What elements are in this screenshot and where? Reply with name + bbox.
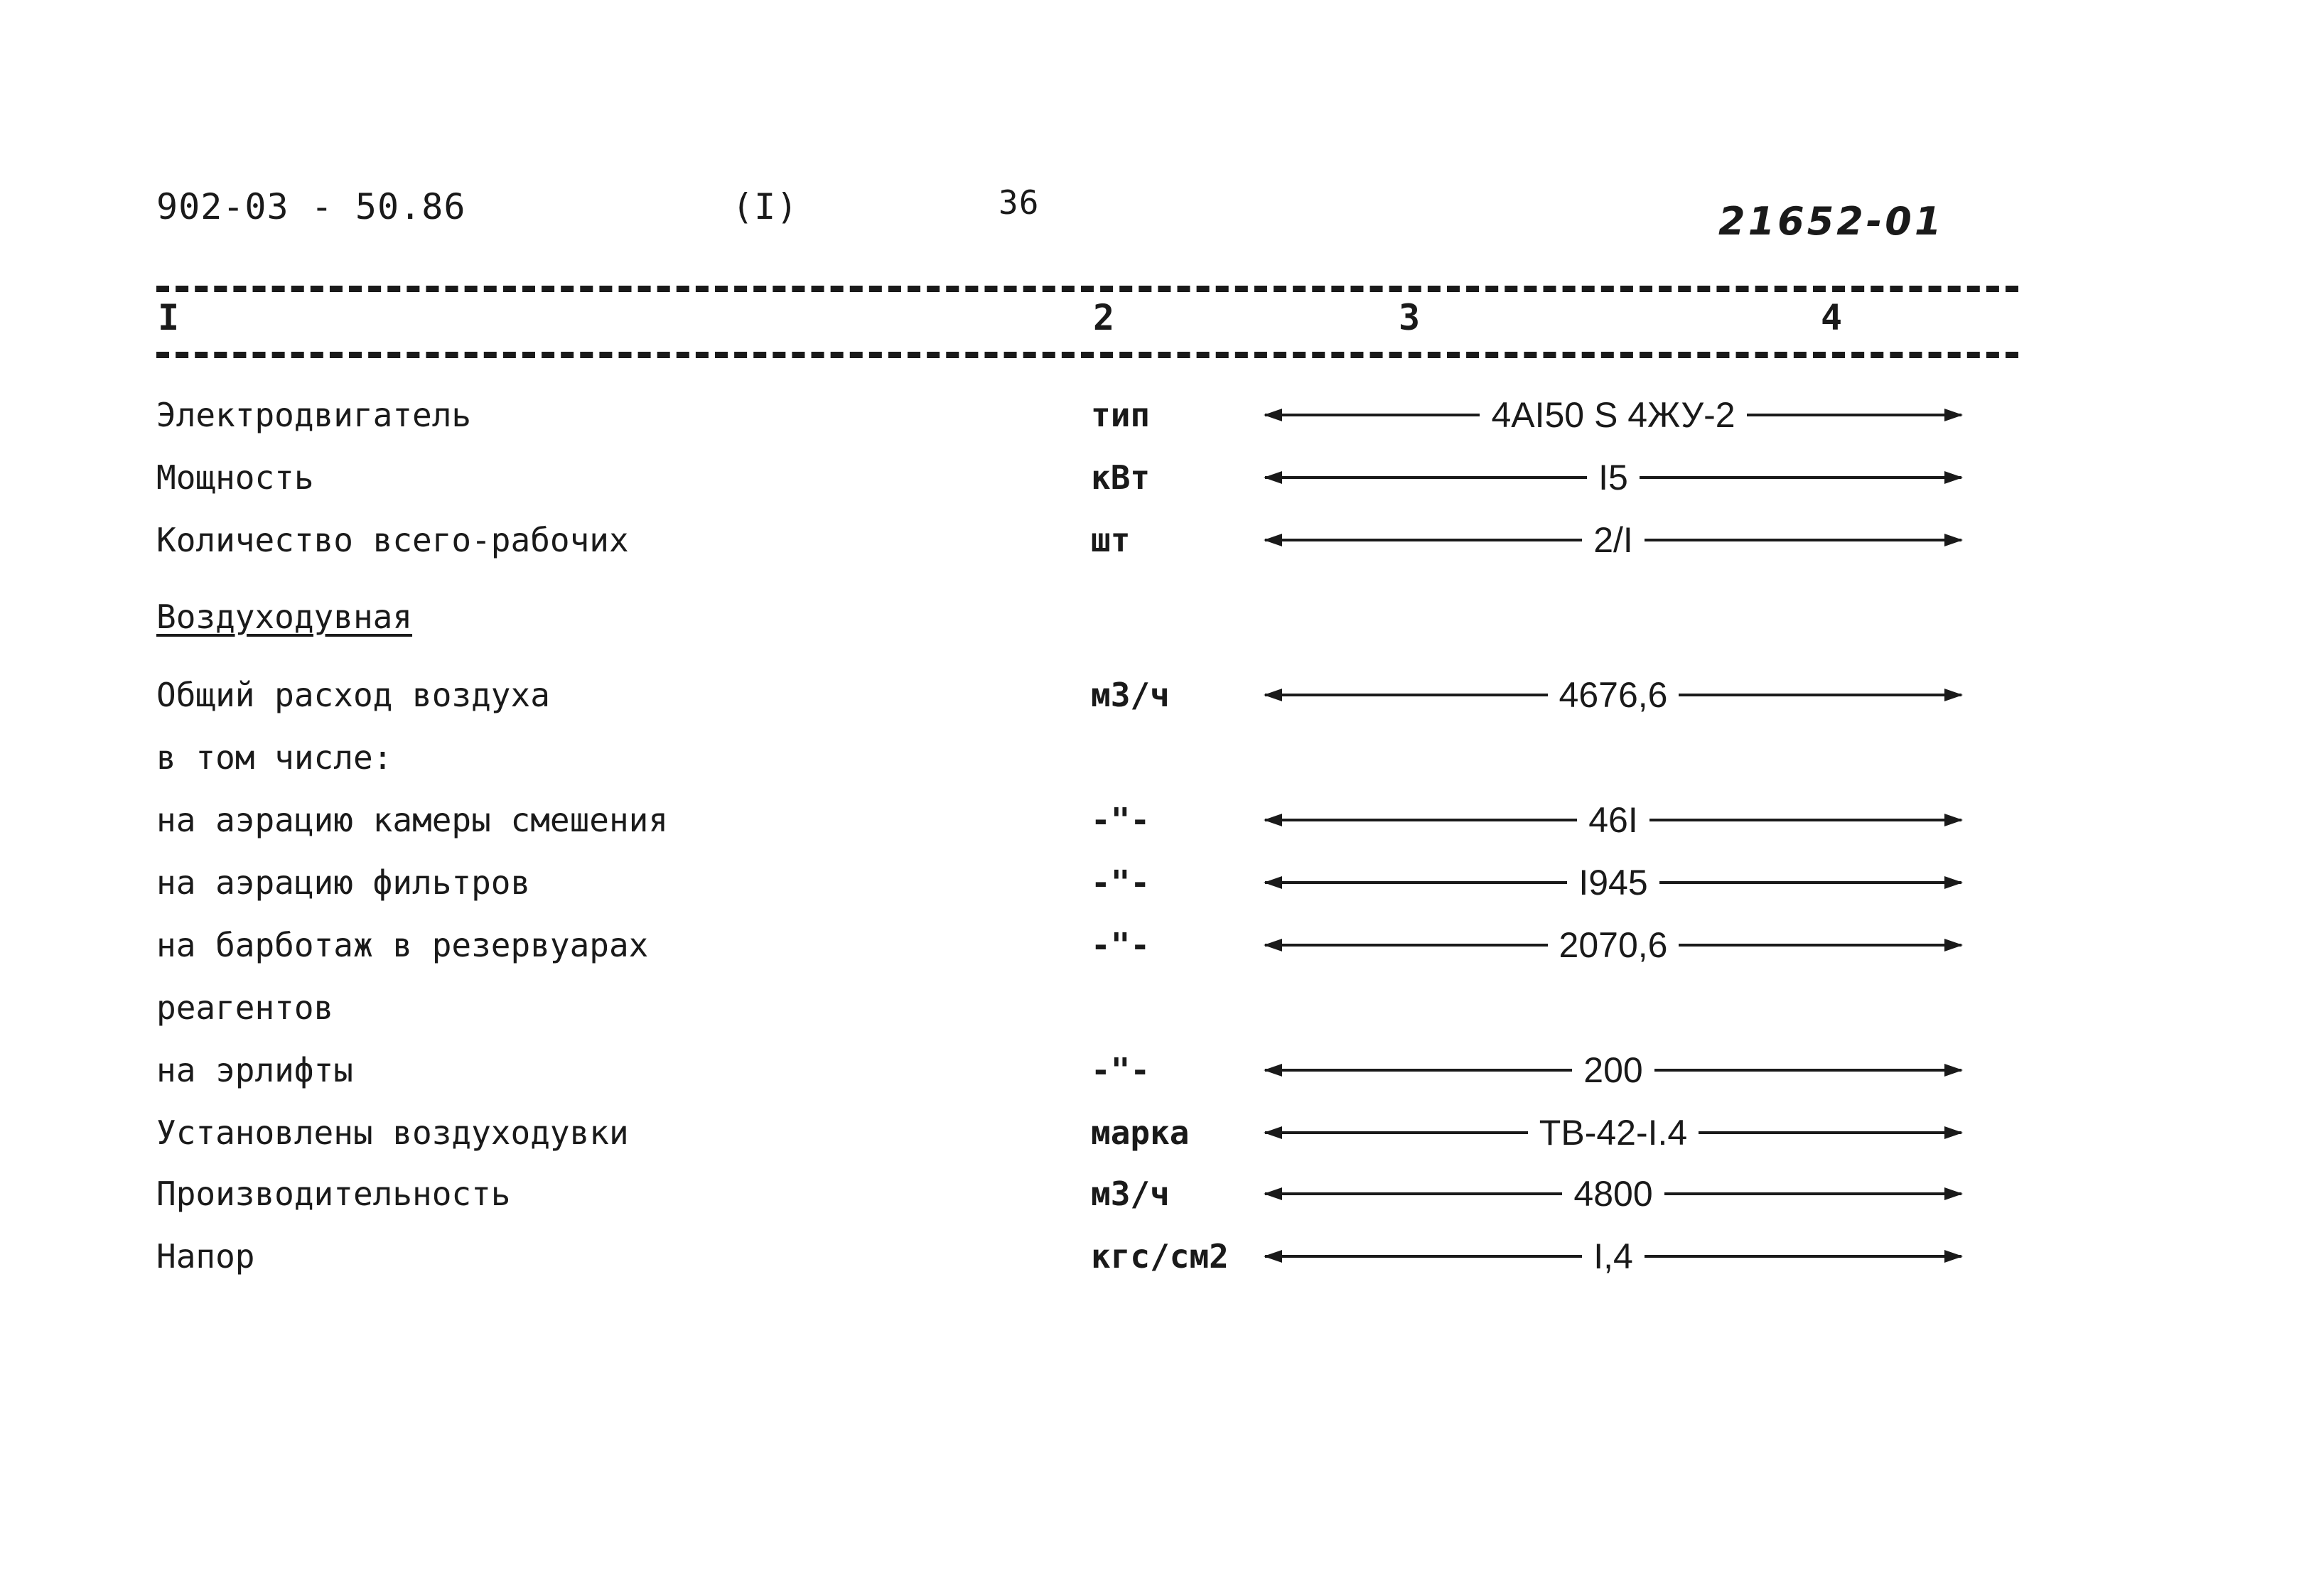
row-unit: шт [1091,521,1131,559]
arrow-right-line [1747,414,1961,416]
document-number: 21652-01 [1718,199,1944,244]
value-span-arrow [1265,514,1961,566]
row-label: на аэрацию камеры смешения [156,801,669,839]
arrow-left-line [1265,819,1577,821]
arrow-right-line [1664,1192,1961,1195]
table-row [0,732,2309,783]
row-label: Электродвигатель [156,396,472,434]
arrow-right-line [1659,881,1961,884]
document-code: 902-03 - 50.86 [156,186,466,227]
arrow-left-line [1265,944,1548,947]
column-number-1: I [158,297,180,338]
row-unit: кгс/см2 [1091,1237,1229,1276]
column-number-3: 3 [1399,297,1421,338]
table-row [0,857,2309,908]
table-header-bottom-rule [156,352,2018,358]
row-label: Производительность [156,1175,511,1213]
row-value: 2070,6 [1559,925,1668,965]
table-row [0,514,2309,566]
row-label: на барботаж в резервуарах [156,926,649,964]
row-label: Мощность [156,458,314,497]
row-value: 4676,6 [1559,675,1668,715]
table-row [0,982,2309,1033]
table-row [0,1045,2309,1096]
arrow-right-line [1640,476,1961,479]
value-span-arrow [1265,1107,1961,1158]
row-value: I945 [1578,863,1648,902]
arrow-left-line [1265,1255,1582,1258]
column-number-4: 4 [1821,297,1843,338]
row-label: Общий расход воздуха [156,676,550,714]
value-span-arrow [1265,389,1961,441]
row-value: ТВ-42-I.4 [1539,1113,1688,1153]
arrow-right-line [1649,819,1961,821]
row-value: I5 [1598,458,1628,497]
value-span-arrow [1265,669,1961,721]
row-unit: кВт [1091,458,1151,497]
table-row [0,669,2309,721]
arrow-left-line [1265,1131,1528,1134]
row-unit: марка [1091,1114,1190,1152]
value-span-arrow [1265,1168,1961,1219]
arrow-left-line [1265,414,1480,416]
arrow-right-line [1654,1069,1961,1072]
table-row [0,1107,2309,1158]
arrow-left-line [1265,1069,1572,1072]
row-label: Напор [156,1237,255,1276]
row-label: Установлены воздуходувки [156,1114,629,1152]
column-number-2: 2 [1093,297,1115,338]
row-label: в том числе: [156,738,393,777]
value-span-arrow [1265,1045,1961,1096]
row-unit: -"- [1091,1051,1151,1089]
arrow-left-line [1265,476,1587,479]
page-number: 36 [999,183,1040,222]
value-span-arrow [1265,452,1961,503]
table-header-top-rule [156,286,2018,292]
row-value: 46I [1588,800,1638,840]
table-row [0,591,2309,642]
row-label: на эрлифты [156,1051,353,1089]
arrow-right-line [1699,1131,1961,1134]
arrow-left-line [1265,539,1582,541]
row-unit: -"- [1091,801,1151,839]
row-value: 4800 [1573,1174,1653,1214]
row-value: 200 [1583,1050,1643,1090]
row-value: 4AI50 S 4ЖУ-2 [1491,395,1735,435]
row-unit: -"- [1091,926,1151,964]
arrow-right-line [1679,694,1961,696]
arrow-left-line [1265,881,1567,884]
arrow-left-line [1265,1192,1562,1195]
table-row [0,1168,2309,1219]
value-span-arrow [1265,920,1961,971]
row-label: реагентов [156,988,334,1027]
table-row [0,920,2309,971]
row-unit: тип [1091,396,1151,434]
arrow-right-line [1679,944,1961,947]
arrow-left-line [1265,694,1548,696]
row-unit: -"- [1091,863,1151,902]
arrow-right-line [1645,539,1961,541]
row-value: 2/I [1593,520,1633,560]
row-label: Количество всего-рабочих [156,521,629,559]
row-unit: м3/ч [1091,676,1170,714]
section-number: (I) [732,186,799,227]
row-unit: м3/ч [1091,1175,1170,1213]
table-row [0,389,2309,441]
table-row [0,1231,2309,1282]
table-row [0,452,2309,503]
value-span-arrow [1265,1231,1961,1282]
section-heading: Воздуходувная [156,598,413,636]
value-span-arrow [1265,794,1961,846]
value-span-arrow [1265,857,1961,908]
row-value: I,4 [1593,1236,1633,1276]
row-label: на аэрацию фильтров [156,863,531,902]
arrow-right-line [1645,1255,1961,1258]
table-row [0,794,2309,846]
